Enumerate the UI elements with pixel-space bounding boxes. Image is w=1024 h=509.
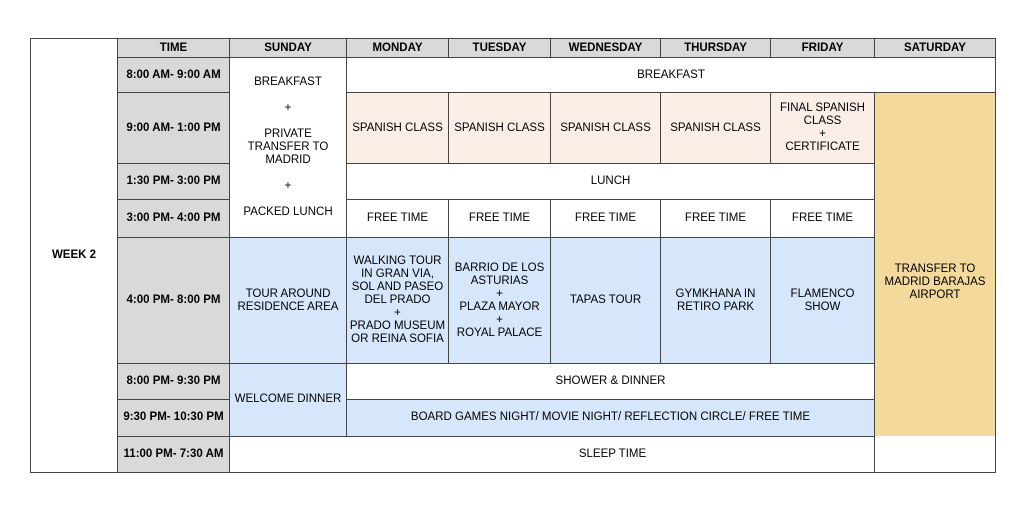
- table-row: [31, 58, 996, 93]
- table-row: [31, 399, 996, 436]
- activity-monday: WALKING TOUR IN GRAN VIA, SOL AND PASEO DEL PRADO + PRADO MUSEUM OR REINA SOFIA: [347, 238, 449, 363]
- time-slot: 9:30 PM- 10:30 PM: [118, 399, 230, 436]
- time-slot: 4:00 PM- 8:00 PM: [118, 238, 230, 363]
- sunday-tour-cell: TOUR AROUND RESIDENCE AREA: [230, 238, 347, 363]
- header-row: [31, 39, 996, 58]
- class-tuesday: SPANISH CLASS: [449, 93, 551, 164]
- week-label: WEEK 2: [31, 39, 118, 473]
- weekly-schedule-table: [30, 38, 996, 473]
- header-thursday: THURSDAY: [661, 39, 771, 58]
- free-time-monday: FREE TIME: [347, 200, 449, 238]
- breakfast-cell: BREAKFAST: [347, 58, 996, 93]
- header-sunday: SUNDAY: [230, 39, 347, 58]
- time-slot: 9:00 AM- 1:00 PM: [118, 93, 230, 164]
- free-time-wednesday: FREE TIME: [551, 200, 661, 238]
- activity-wednesday: TAPAS TOUR: [551, 238, 661, 363]
- sleep-time-cell: SLEEP TIME: [230, 436, 996, 472]
- activity-friday: FLAMENCO SHOW: [771, 238, 875, 363]
- class-monday: SPANISH CLASS: [347, 93, 449, 164]
- header-monday: MONDAY: [347, 39, 449, 58]
- time-slot: 8:00 PM- 9:30 PM: [118, 363, 230, 399]
- free-time-friday: FREE TIME: [771, 200, 875, 238]
- activity-tuesday: BARRIO DE LOS ASTURIAS + PLAZA MAYOR + ROYAL PALACE: [449, 238, 551, 363]
- shower-dinner-cell: SHOWER & DINNER: [347, 363, 875, 399]
- table-row: [31, 164, 996, 200]
- evening-activities-cell: BOARD GAMES NIGHT/ MOVIE NIGHT/ REFLECTION CIRCLE/ FREE TIME: [347, 399, 875, 436]
- header-time: TIME: [118, 39, 230, 58]
- saturday-transfer-cell: TRANSFER TO MADRID BARAJAS AIRPORT: [875, 93, 996, 473]
- table-row: [31, 93, 996, 164]
- class-thursday: SPANISH CLASS: [661, 93, 771, 164]
- class-friday: FINAL SPANISH CLASS + CERTIFICATE: [771, 93, 875, 164]
- free-time-thursday: FREE TIME: [661, 200, 771, 238]
- welcome-dinner-cell: WELCOME DINNER: [230, 363, 347, 436]
- table-row: [31, 436, 996, 472]
- class-wednesday: SPANISH CLASS: [551, 93, 661, 164]
- time-slot: 3:00 PM- 4:00 PM: [118, 200, 230, 238]
- free-time-tuesday: FREE TIME: [449, 200, 551, 238]
- sunday-morning-cell: BREAKFAST + PRIVATE TRANSFER TO MADRID + PACKED LUNCH: [230, 58, 347, 238]
- table-row: [31, 200, 996, 238]
- table-row: [31, 363, 996, 399]
- lunch-cell: LUNCH: [347, 164, 875, 200]
- time-slot: 8:00 AM- 9:00 AM: [118, 58, 230, 93]
- header-wednesday: WEDNESDAY: [551, 39, 661, 58]
- activity-thursday: GYMKHANA IN RETIRO PARK: [661, 238, 771, 363]
- time-slot: 1:30 PM- 3:00 PM: [118, 164, 230, 200]
- header-tuesday: TUESDAY: [449, 39, 551, 58]
- header-saturday: SATURDAY: [875, 39, 996, 58]
- time-slot: 11:00 PM- 7:30 AM: [118, 436, 230, 472]
- header-friday: FRIDAY: [771, 39, 875, 58]
- table-row: [31, 238, 996, 363]
